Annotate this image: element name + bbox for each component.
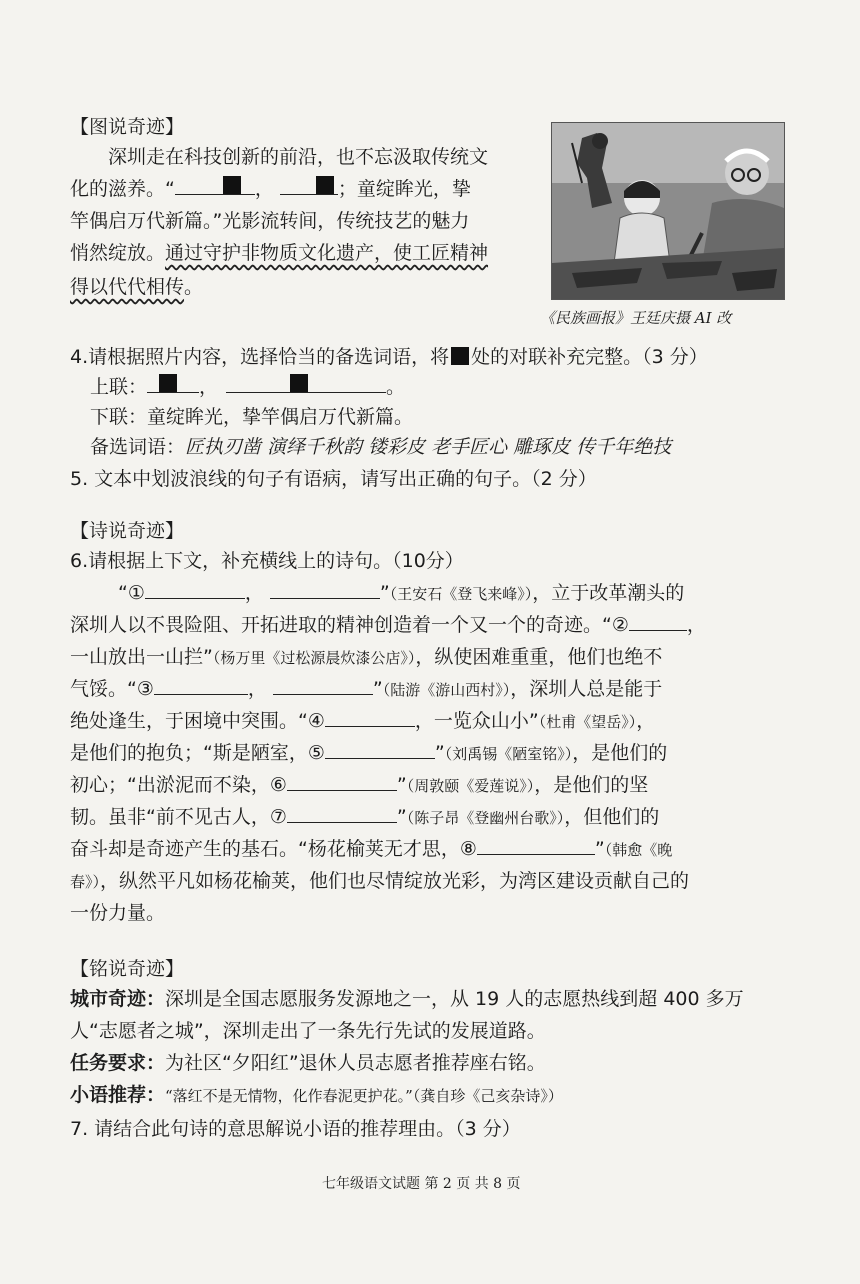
wavy-underlined-sentence: 通过守护非物质文化遗产，使工匠精神 — [165, 242, 489, 264]
text-segment: 奋斗却是奇迹产生的基石。“杨花榆荚无才思，⑧ — [70, 838, 477, 860]
text-segment: ，纵使困难重重，他们也绝不 — [415, 646, 663, 668]
poem-line-8 — [70, 804, 659, 831]
blank-8[interactable] — [477, 836, 595, 855]
blank-4[interactable] — [325, 708, 415, 727]
blank-6[interactable] — [287, 772, 397, 791]
photo-caption: 《民族画报》王廷庆摄 AI 改 — [540, 309, 732, 327]
text-segment: ， — [199, 376, 219, 398]
text-segment: ， — [247, 678, 267, 700]
blank-3b[interactable] — [273, 676, 373, 695]
text-segment: ” — [372, 678, 383, 700]
text-segment: ；童绽眸光，挚 — [337, 178, 471, 200]
couplet-blank-1[interactable] — [175, 176, 255, 195]
question-5-stem: 5. 文本中划波浪线的句子有语病，请写出正确的句子。（2 分） — [70, 468, 597, 490]
text-segment: ， — [254, 178, 274, 200]
question-6-stem: 6.请根据上下文，补充横线上的诗句。（10分） — [70, 550, 464, 572]
poem-source: （杨万里《过松源晨炊漆公店》） — [212, 649, 416, 667]
poem-source: （刘禹锡《陋室铭》） — [444, 745, 573, 763]
text-segment: 绝处逢生，于困境中突围。“④ — [70, 710, 325, 732]
poem-line-5 — [70, 708, 655, 735]
paragraph-line — [70, 240, 488, 266]
text-segment: ， — [686, 614, 706, 636]
poem-line-9 — [70, 836, 672, 863]
text-segment: ，纵然平凡如杨花榆荚，他们也尽情绽放光彩，为湾区建设贡献自己的 — [100, 870, 690, 892]
blank-3a[interactable] — [154, 676, 248, 695]
section-heading-picture: 【图说奇迹】 — [70, 116, 185, 138]
text-segment: 韧。虽非“前不见古人，⑦ — [70, 806, 287, 828]
text-segment: ” — [434, 742, 445, 764]
recommendation-line — [70, 1082, 563, 1109]
blank-1a[interactable] — [145, 580, 245, 599]
poem-source: （韩愈《晚 — [604, 841, 673, 859]
candidate-words: 匠执刃凿 演绎千秋韵 镂彩皮 老手匠心 雕琢皮 传千年绝技 — [185, 436, 672, 458]
poem-line-6 — [70, 740, 667, 767]
black-box-marker — [159, 374, 177, 392]
page-footer: 七年级语文试题 第 2 页 共 8 页 — [322, 1176, 521, 1192]
text-segment: 。 — [386, 376, 406, 398]
blank-2[interactable] — [629, 612, 687, 631]
text-segment: 深圳人以不畏险阻、开拓进取的精神创造着一个又一个的奇迹。“② — [70, 614, 629, 636]
poem-source: （杜甫《望岳》） — [538, 713, 637, 731]
recommendation-label: 小语推荐： — [70, 1084, 166, 1106]
poem-line-2 — [70, 612, 706, 638]
section-heading-poem: 【诗说奇迹】 — [70, 520, 185, 542]
text-segment: ， — [636, 710, 656, 732]
poem-line-11: 一份力量。 — [70, 902, 166, 924]
upper-couplet-blank-2[interactable] — [226, 374, 386, 393]
paragraph-line: 深圳走在科技创新的前沿，也不忘汲取传统文 — [108, 146, 489, 168]
poem-source: （周敦颐《爱莲说》） — [406, 777, 535, 795]
poem-source: 春》） — [70, 873, 101, 891]
black-box-marker — [223, 176, 241, 194]
poem-line-3 — [70, 644, 662, 671]
poem-source: （王安石《登飞来峰》） — [389, 585, 533, 603]
poem-line-4 — [70, 676, 662, 703]
text-segment: 化的滋养。“ — [70, 178, 175, 200]
task-requirement-line — [70, 1050, 546, 1076]
upper-couplet-blank-1[interactable] — [147, 374, 199, 393]
poem-source: （陈子昂《登幽州台歌》） — [406, 809, 565, 827]
text-segment: ” — [396, 806, 407, 828]
poem-source: （陆游《游山西村》） — [382, 681, 511, 699]
text-segment: ，是他们的 — [572, 742, 668, 764]
candidate-words-label: 备选词语： — [90, 436, 186, 458]
text-segment: ，立于改革潮头的 — [532, 582, 685, 604]
section-heading-motto: 【铭说奇迹】 — [70, 958, 185, 980]
text-segment: 悄然绽放。 — [70, 242, 166, 264]
question-4-stem — [70, 344, 708, 370]
blank-5[interactable] — [325, 740, 435, 759]
text-segment: 深圳是全国志愿服务发源地之一，从 19 人的志愿热线到超 400 多万 — [165, 988, 744, 1010]
city-miracle-line — [70, 986, 744, 1012]
lower-couplet-line: 下联：童绽眸光，挚竿偶启万代新篇。 — [90, 406, 414, 428]
wavy-underlined-sentence: 得以代代相传 — [70, 276, 185, 298]
photo-illustration — [552, 123, 784, 299]
upper-couplet-line — [90, 374, 405, 400]
text-segment: 是他们的抱负；“斯是陋室，⑤ — [70, 742, 325, 764]
text-segment: “① — [118, 582, 145, 604]
text-segment: ，一览众山小” — [414, 710, 539, 732]
recommended-poem: “落红不是无情物，化作春泥更护花。”（龚自珍《己亥杂诗》） — [165, 1087, 563, 1105]
black-box-marker — [451, 347, 469, 365]
task-requirement-label: 任务要求： — [70, 1052, 166, 1074]
text-segment: 初心；“出淤泥而不染，⑥ — [70, 774, 287, 796]
text-segment: 一山放出一山拦” — [70, 646, 213, 668]
text-segment: 处的对联补充完整。（3 分） — [471, 346, 708, 368]
black-box-marker — [290, 374, 308, 392]
text-segment: ，但他们的 — [564, 806, 660, 828]
text-segment: ， — [244, 582, 264, 604]
poem-line-1 — [118, 580, 684, 607]
text-segment: ，是他们的坚 — [534, 774, 649, 796]
text-segment: 为社区“夕阳红”退休人员志愿者推荐座右铭。 — [165, 1052, 546, 1074]
text-segment: ，深圳人总是能于 — [510, 678, 663, 700]
black-box-marker — [316, 176, 334, 194]
text-segment: 。 — [184, 276, 204, 298]
candidate-words-line — [90, 434, 671, 460]
poem-line-7 — [70, 772, 648, 799]
city-miracle-line-2: 人“志愿者之城”，深圳走出了一条先行先试的发展道路。 — [70, 1020, 546, 1042]
artisan-photo — [551, 122, 785, 300]
text-segment: ” — [594, 838, 605, 860]
text-segment: ” — [396, 774, 407, 796]
poem-line-10 — [70, 868, 689, 895]
text-segment: 气馁。“③ — [70, 678, 154, 700]
paragraph-line-blanks — [70, 176, 471, 202]
city-miracle-label: 城市奇迹： — [70, 988, 166, 1010]
paragraph-line — [70, 274, 203, 300]
blank-7[interactable] — [287, 804, 397, 823]
couplet-blank-2[interactable] — [280, 176, 338, 195]
text-segment: 4.请根据照片内容，选择恰当的备选词语，将 — [70, 346, 450, 368]
paragraph-line: 竿偶启万代新篇。”光影流转间，传统技艺的魅力 — [70, 210, 470, 232]
upper-couplet-label: 上联： — [90, 376, 148, 398]
question-7-stem: 7. 请结合此句诗的意思解说小语的推荐理由。（3 分） — [70, 1118, 521, 1140]
blank-1b[interactable] — [270, 580, 380, 599]
text-segment: ” — [379, 582, 390, 604]
